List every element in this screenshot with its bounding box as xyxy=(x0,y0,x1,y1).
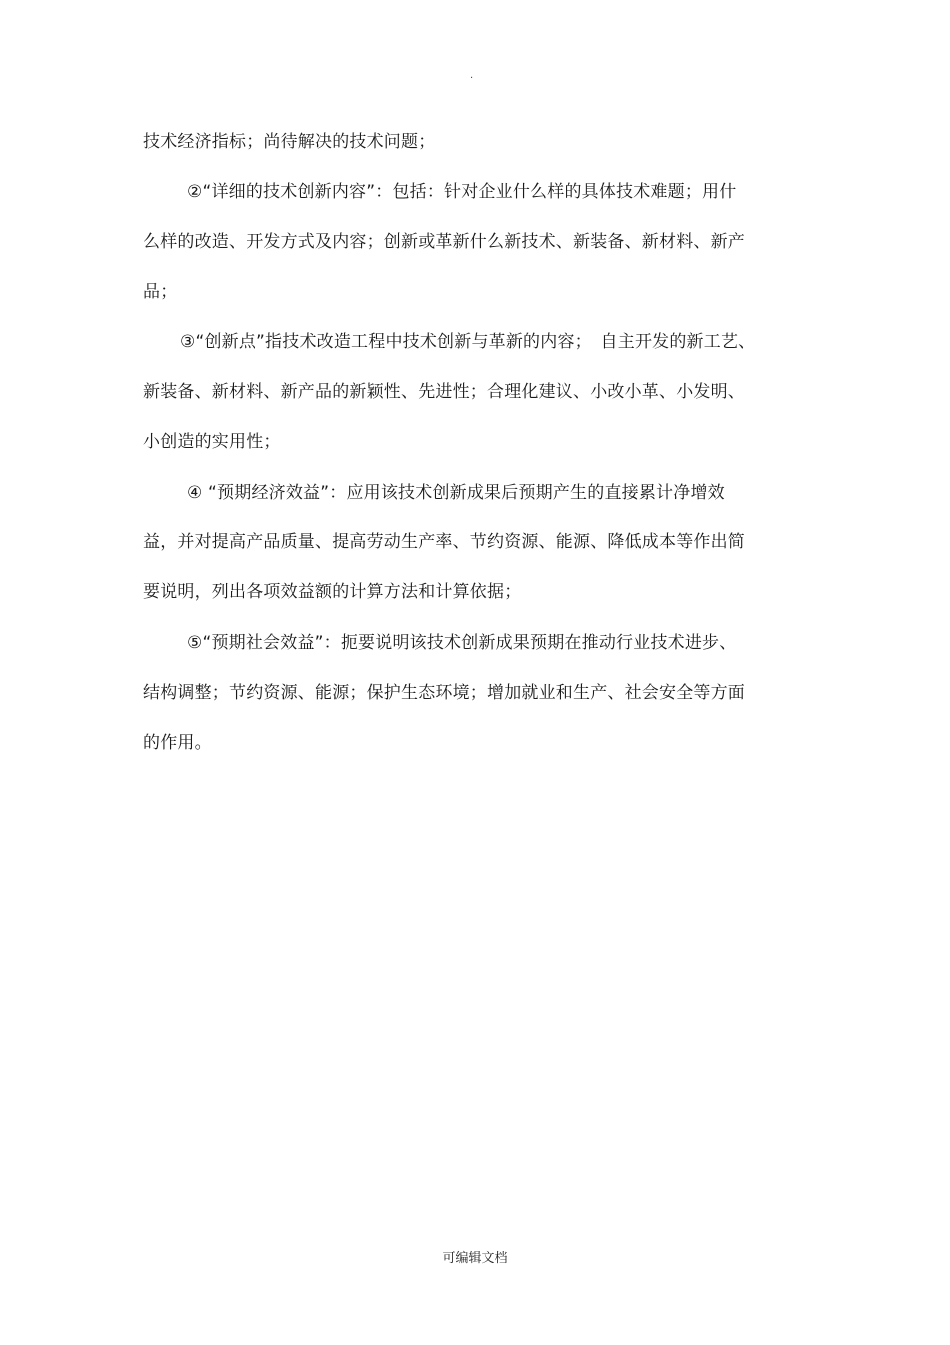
text-line: 益，并对提高产品质量、提高劳动生产率、节约资源、能源、降低成本等作出简 xyxy=(143,532,745,552)
text-line: 品； xyxy=(143,282,178,302)
text-line: 技术经济指标；尚待解决的技术问题； xyxy=(143,132,436,152)
text-line: 小创造的实用性； xyxy=(143,432,281,452)
footer-text: 可编辑文档 xyxy=(442,1251,508,1266)
text-line: 的作用。 xyxy=(143,733,212,753)
text-line: ⑤“预期社会效益”：扼要说明该技术创新成果预期在推动行业技术进步、 xyxy=(187,633,737,653)
text-line: ②“详细的技术创新内容”：包括：针对企业什么样的具体技术难题；用什 xyxy=(187,182,737,202)
text-line: ③“创新点”指技术改造工程中技术创新与革新的内容； 自主开发的新工艺、 xyxy=(180,332,756,352)
text-line: 结构调整；节约资源、能源；保护生态环境；增加就业和生产、社会安全等方面 xyxy=(143,683,745,703)
text-line: ④ “预期经济效益”：应用该技术创新成果后预期产生的直接累计净增效 xyxy=(187,483,725,503)
header-mark: . xyxy=(470,70,474,81)
text-line: 么样的改造、开发方式及内容；创新或革新什么新技术、新装备、新材料、新产 xyxy=(143,232,745,252)
text-line: 要说明，列出各项效益额的计算方法和计算依据； xyxy=(143,582,522,602)
text-line: 新装备、新材料、新产品的新颖性、先进性；合理化建议、小改小革、小发明、 xyxy=(143,382,745,402)
